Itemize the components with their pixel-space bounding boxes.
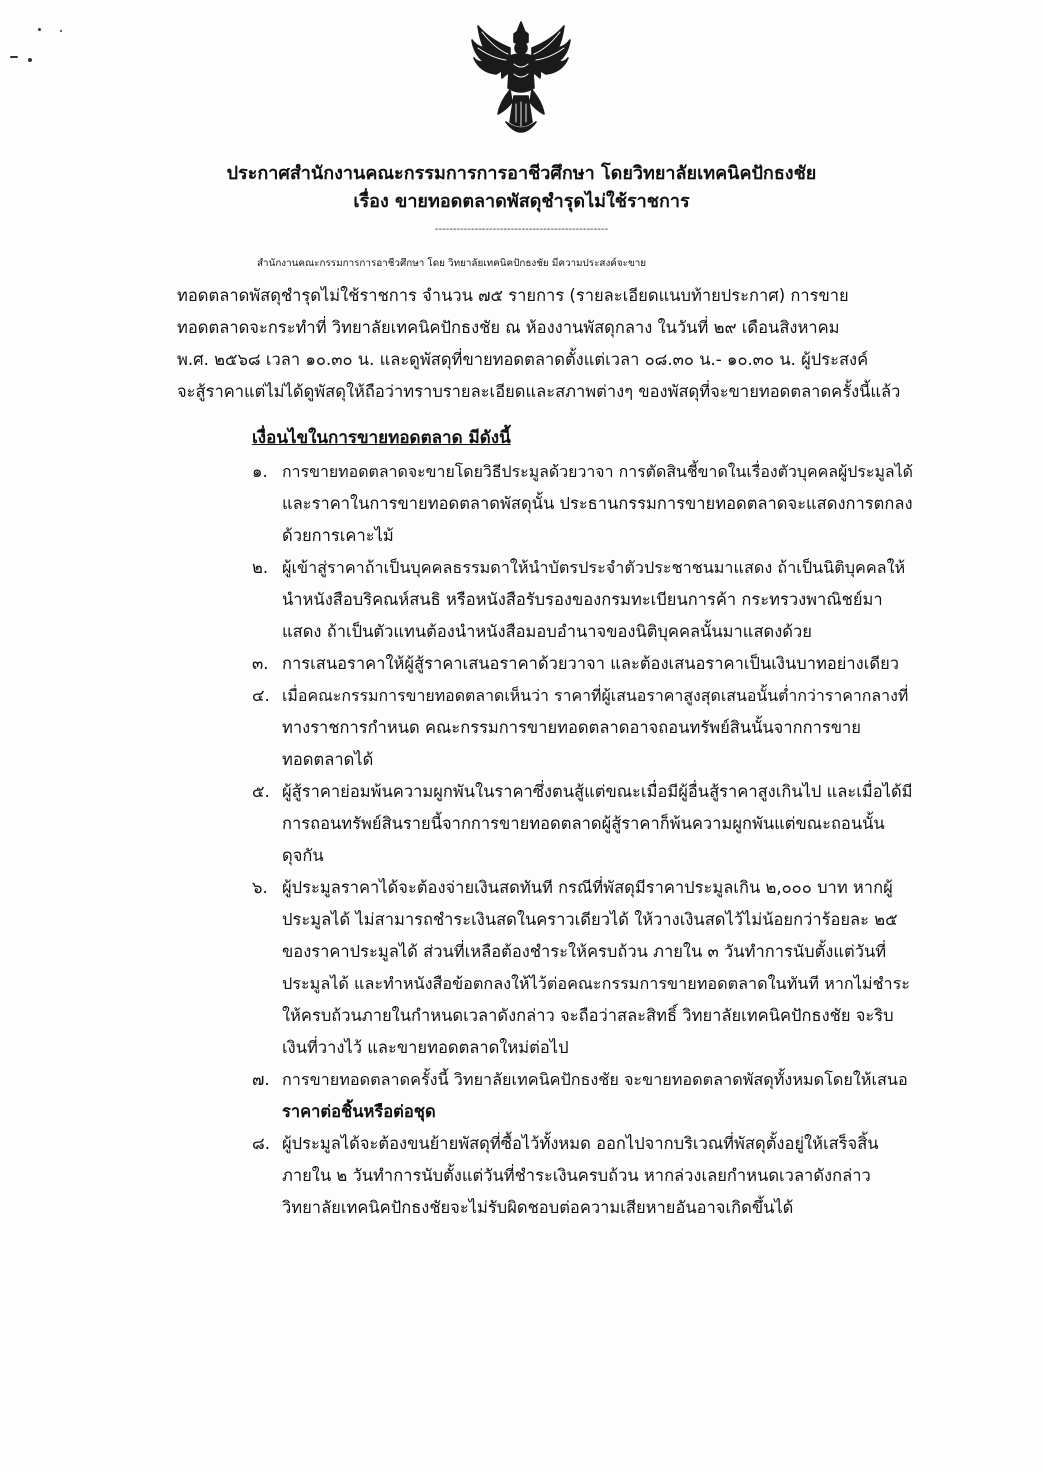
condition-line-emphasis: ราคาต่อชิ้นหรือต่อชุด [282, 1102, 436, 1121]
announcement-subject: เรื่อง ขายทอดตลาดพัสดุชำรุดไม่ใช้ราชการ [353, 191, 690, 212]
intro-line: สำนักงานคณะกรรมการการอาชีวศึกษา โดย วิทยาลัยเทคนิคปักธงชัย มีความประสงค์จะขาย [257, 258, 647, 269]
condition-number: ๖. [252, 878, 268, 897]
condition-line: ประมูลได้ และทำหนังสือข้อตกลงให้ไว้ต่อคณะกรรมการขายทอดตลาดในทันที หากไม่ชำระ [282, 974, 910, 993]
condition-number: ๗. [252, 1070, 270, 1089]
condition-line: ผู้เข้าสู่ราคาถ้าเป็นบุคคลธรรมดาให้นำบัตรประจำตัวประชาชนมาแสดง ถ้าเป็นนิติบุคคลให้ [282, 558, 906, 577]
condition-line: ของราคาประมูลได้ ส่วนที่เหลือต้องชำระให้ครบถ้วน ภายใน ๓ วันทำการนับตั้งแต่วันที่ [282, 942, 887, 961]
title-separator: ------------------------------------------------ [434, 224, 609, 235]
condition-number: ๓. [252, 654, 269, 673]
intro-line: ทอดตลาดพัสดุชำรุดไม่ใช้ราชการ จำนวน ๗๕ รายการ (รายละเอียดแนบท้ายประกาศ) การขาย [177, 286, 849, 305]
intro-line: ทอดตลาดจะกระทำที่ วิทยาลัยเทคนิคปักธงชัย ณ ห้องงานพัสดุกลาง ในวันที่ ๒๙ เดือนสิงหาคม [177, 318, 840, 337]
condition-item [252, 648, 912, 680]
condition-item [252, 1128, 912, 1224]
condition-line: ผู้ประมูลได้จะต้องขนย้ายพัสดุที่ซื้อไว้ทั้งหมด ออกไปจากบริเวณที่พัสดุตั้งอยู่ให้เสร็จสิ้น [282, 1134, 879, 1153]
condition-line: การขายทอดตลาดจะขายโดยวิธีประมูลด้วยวาจา การตัดสินชี้ขาดในเรื่องตัวบุคคลผู้ประมูลได้ [282, 462, 913, 481]
intro-line: พ.ศ. ๒๕๖๘ เวลา ๑๐.๓๐ น. และดูพัสดุที่ขายทอดตลาดตั้งแต่เวลา ๐๘.๓๐ น.- ๑๐.๓๐ น. ผู้ประสงค์ [177, 350, 869, 369]
condition-item [252, 1064, 912, 1128]
condition-line: ผู้ประมูลราคาได้จะต้องจ่ายเงินสดทันที กรณีที่พัสดุมีราคาประมูลเกิน ๒,๐๐๐ บาท หากผู้ [282, 878, 893, 897]
scan-speck [38, 28, 41, 31]
condition-line: ทอดตลาดได้ [282, 750, 374, 769]
condition-line: นำหนังสือบริคณห์สนธิ หรือหนังสือรับรองของกรมทะเบียนการค้า กระทรวงพาณิชย์มา [282, 590, 883, 609]
announcement-title: ประกาศสำนักงานคณะกรรมการการอาชีวศึกษา โดยวิทยาลัยเทคนิคปักธงชัย [226, 163, 817, 184]
conditions-heading: เงื่อนไขในการขายทอดตลาด มีดังนี้ [252, 428, 511, 448]
condition-line: เงินที่วางไว้ และขายทอดตลาดใหม่ต่อไป [282, 1038, 569, 1057]
intro-line: จะสู้ราคาแต่ไม่ได้ดูพัสดุให้ถือว่าทราบรายละเอียดและสภาพต่างๆ ของพัสดุที่จะขายทอดตลาดครั้งนี้แล้ว [177, 382, 901, 401]
condition-line: ภายใน ๒ วันทำการนับตั้งแต่วันที่ชำระเงินครบถ้วน หากล่วงเลยกำหนดเวลาดังกล่าว [282, 1166, 871, 1185]
condition-line: ให้ครบถ้วนภายในกำหนดเวลาดังกล่าว จะถือว่าสละสิทธิ์ วิทยาลัยเทคนิคปักธงชัย จะริบ [282, 1006, 894, 1025]
scan-speck [60, 30, 62, 32]
condition-item [252, 872, 912, 1064]
condition-item [252, 680, 912, 776]
condition-line: การขายทอดตลาดครั้งนี้ วิทยาลัยเทคนิคปักธงชัย จะขายทอดตลาดพัสดุทั้งหมดโดยให้เสนอ [282, 1070, 908, 1089]
condition-item [252, 552, 912, 648]
condition-line: ด้วยการเคาะไม้ [282, 526, 394, 545]
condition-item [252, 776, 912, 872]
garuda-emblem-icon [470, 18, 572, 142]
condition-line: การถอนทรัพย์สินรายนี้จากการขายทอดตลาดผู้สู้ราคาก็พ้นความผูกพันแต่ขณะถอนนั้น [282, 814, 885, 833]
condition-line: เมื่อคณะกรรมการขายทอดตลาดเห็นว่า ราคาที่ผู้เสนอราคาสูงสุดเสนอนั้นต่ำกว่าราคากลางที่ [282, 686, 909, 705]
condition-line: และราคาในการขายทอดตลาดพัสดุนั้น ประธานกรรมการขายทอดตลาดจะแสดงการตกลง [282, 494, 913, 513]
scan-speck [28, 58, 32, 62]
condition-line: ทางราชการกำหนด คณะกรรมการขายทอดตลาดอาจถอนทรัพย์สินนั้นจากการขาย [282, 718, 861, 737]
condition-line: การเสนอราคาให้ผู้สู้ราคาเสนอราคาด้วยวาจา และต้องเสนอราคาเป็นเงินบาทอย่างเดียว [282, 654, 900, 673]
condition-line: ผู้สู้ราคาย่อมพ้นความผูกพันในราคาซึ่งตนสู้แต่ขณะเมื่อมีผู้อื่นสู้ราคาสูงเกินไป และเมื่อได้มี [282, 782, 913, 801]
conditions-list [252, 456, 912, 1224]
condition-line: วิทยาลัยเทคนิคปักธงชัยจะไม่รับผิดชอบต่อความเสียหายอันอาจเกิดขึ้นได้ [282, 1198, 794, 1217]
intro-paragraph [177, 248, 917, 408]
scan-speck [10, 56, 18, 58]
condition-item [252, 456, 912, 552]
condition-line: แสดง ถ้าเป็นตัวแทนต้องนำหนังสือมอบอำนาจของนิติบุคคลนั้นมาแสดงด้วย [282, 622, 812, 641]
condition-line: ประมูลได้ ไม่สามารถชำระเงินสดในคราวเดียวได้ ให้วางเงินสดไว้ไม่น้อยกว่าร้อยละ ๒๕ [282, 910, 898, 929]
condition-number: ๑. [252, 462, 268, 481]
condition-number: ๒. [252, 558, 269, 577]
condition-number: ๔. [252, 686, 270, 705]
condition-number: ๘. [252, 1134, 270, 1153]
condition-number: ๕. [252, 782, 270, 801]
condition-line: ดุจกัน [282, 846, 324, 865]
